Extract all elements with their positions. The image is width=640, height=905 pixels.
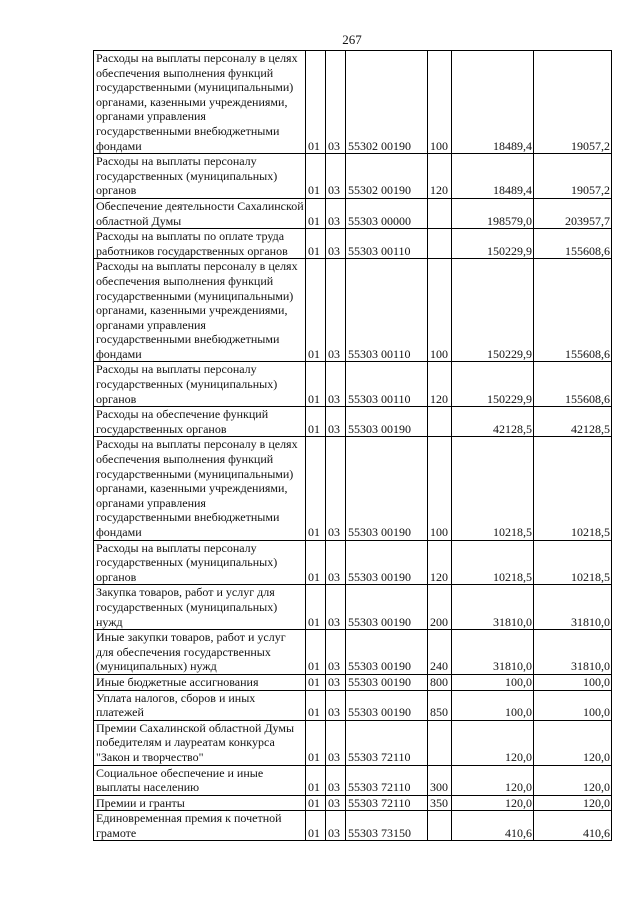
table-row [94,540,612,585]
amount-year-1: 150229,9 [452,362,534,407]
subsection-code: 03 [326,765,346,795]
amount-year-2: 42128,5 [534,407,612,437]
table-row [94,630,612,675]
amount-year-1: 10218,5 [452,540,534,585]
subsection-code: 03 [326,198,346,228]
table-row [94,585,612,630]
expense-type-code: 200 [428,585,452,630]
target-article-code: 55303 72110 [346,765,428,795]
expense-type-code: 120 [428,154,452,199]
section-code: 01 [306,154,326,199]
amount-year-2: 120,0 [534,720,612,765]
amount-year-1: 150229,9 [452,229,534,259]
row-name: Единовременная премия к почетной грамоте [94,811,306,841]
table-row [94,51,612,154]
amount-year-2: 120,0 [534,765,612,795]
amount-year-2: 410,6 [534,811,612,841]
amount-year-1: 31810,0 [452,630,534,675]
subsection-code: 03 [326,630,346,675]
amount-year-1: 42128,5 [452,407,534,437]
target-article-code: 55303 00110 [346,362,428,407]
target-article-code: 55303 00000 [346,198,428,228]
amount-year-1: 18489,4 [452,154,534,199]
amount-year-2: 203957,7 [534,198,612,228]
table-row [94,690,612,720]
amount-year-1: 410,6 [452,811,534,841]
row-name: Закупка товаров, работ и услуг для государственных (муниципальных) нужд [94,585,306,630]
table-row [94,229,612,259]
target-article-code: 55303 00190 [346,690,428,720]
expense-type-code: 850 [428,690,452,720]
subsection-code: 03 [326,795,346,811]
amount-year-2: 100,0 [534,690,612,720]
target-article-code: 55303 72110 [346,795,428,811]
target-article-code: 55303 00190 [346,437,428,540]
amount-year-1: 198579,0 [452,198,534,228]
amount-year-1: 100,0 [452,674,534,690]
amount-year-1: 31810,0 [452,585,534,630]
subsection-code: 03 [326,585,346,630]
row-name: Иные бюджетные ассигнования [94,674,306,690]
expense-type-code: 100 [428,51,452,154]
expense-type-code: 300 [428,765,452,795]
section-code: 01 [306,674,326,690]
subsection-code: 03 [326,720,346,765]
expense-type-code: 240 [428,630,452,675]
section-code: 01 [306,540,326,585]
table-row [94,154,612,199]
amount-year-2: 155608,6 [534,362,612,407]
table-row [94,198,612,228]
expense-type-code: 120 [428,362,452,407]
row-name: Расходы на выплаты персоналу государственных (муниципальных) органов [94,362,306,407]
amount-year-1: 120,0 [452,795,534,811]
section-code: 01 [306,795,326,811]
target-article-code: 55303 00190 [346,674,428,690]
amount-year-2: 120,0 [534,795,612,811]
target-article-code: 55303 72110 [346,720,428,765]
row-name: Премии и гранты [94,795,306,811]
target-article-code: 55302 00190 [346,154,428,199]
row-name: Иные закупки товаров, работ и услуг для обеспечения государственных (муниципальных) нужд [94,630,306,675]
amount-year-2: 155608,6 [534,229,612,259]
expense-type-code [428,720,452,765]
target-article-code: 55303 00190 [346,540,428,585]
expense-type-code: 800 [428,674,452,690]
section-code: 01 [306,259,326,362]
section-code: 01 [306,720,326,765]
expense-type-code [428,229,452,259]
target-article-code: 55303 73150 [346,811,428,841]
row-name: Расходы на выплаты персоналу в целях обеспечения выполнения функций государственными (муниципальными) органами, казенными учреждениями, органами управления государственными внебюджетными фондами [94,51,306,154]
expense-type-code [428,407,452,437]
section-code: 01 [306,811,326,841]
expense-type-code: 100 [428,437,452,540]
row-name: Социальное обеспечение и иные выплаты населению [94,765,306,795]
subsection-code: 03 [326,437,346,540]
expense-type-code [428,198,452,228]
amount-year-1: 150229,9 [452,259,534,362]
amount-year-2: 31810,0 [534,630,612,675]
row-name: Премии Сахалинской областной Думы победителям и лауреатам конкурса "Закон и творчество" [94,720,306,765]
subsection-code: 03 [326,540,346,585]
table-row [94,362,612,407]
subsection-code: 03 [326,407,346,437]
page-number: 267 [342,32,362,47]
target-article-code: 55303 00190 [346,585,428,630]
row-name: Расходы на выплаты персоналу государственных (муниципальных) органов [94,154,306,199]
amount-year-2: 100,0 [534,674,612,690]
subsection-code: 03 [326,259,346,362]
table-row [94,765,612,795]
target-article-code: 55303 00110 [346,229,428,259]
expense-type-code [428,811,452,841]
budget-table [93,50,612,841]
table-row [94,811,612,841]
target-article-code: 55303 00190 [346,630,428,675]
target-article-code: 55302 00190 [346,51,428,154]
row-name: Расходы на выплаты по оплате труда работников государственных органов [94,229,306,259]
amount-year-1: 120,0 [452,720,534,765]
amount-year-2: 10218,5 [534,540,612,585]
section-code: 01 [306,229,326,259]
amount-year-1: 18489,4 [452,51,534,154]
amount-year-1: 120,0 [452,765,534,795]
subsection-code: 03 [326,811,346,841]
target-article-code: 55303 00110 [346,259,428,362]
row-name: Расходы на выплаты персоналу в целях обеспечения выполнения функций государственными (муниципальными) органами, казенными учреждениями, органами управления государственными внебюджетными фондами [94,259,306,362]
table-row [94,259,612,362]
subsection-code: 03 [326,229,346,259]
table-row [94,674,612,690]
amount-year-2: 19057,2 [534,51,612,154]
amount-year-1: 100,0 [452,690,534,720]
expense-type-code: 100 [428,259,452,362]
section-code: 01 [306,198,326,228]
section-code: 01 [306,407,326,437]
row-name: Расходы на выплаты персоналу государственных (муниципальных) органов [94,540,306,585]
section-code: 01 [306,765,326,795]
section-code: 01 [306,51,326,154]
section-code: 01 [306,362,326,407]
row-name: Расходы на обеспечение функций государственных органов [94,407,306,437]
row-name: Уплата налогов, сборов и иных платежей [94,690,306,720]
section-code: 01 [306,630,326,675]
expense-type-code: 350 [428,795,452,811]
subsection-code: 03 [326,690,346,720]
table-row [94,795,612,811]
row-name: Расходы на выплаты персоналу в целях обеспечения выполнения функций государственными (муниципальными) органами, казенными учреждениями, органами управления государственными внебюджетными фондами [94,437,306,540]
table-row [94,437,612,540]
budget-table-body [94,51,612,841]
amount-year-2: 155608,6 [534,259,612,362]
amount-year-2: 10218,5 [534,437,612,540]
target-article-code: 55303 00190 [346,407,428,437]
section-code: 01 [306,437,326,540]
table-row [94,720,612,765]
section-code: 01 [306,690,326,720]
amount-year-2: 19057,2 [534,154,612,199]
row-name: Обеспечение деятельности Сахалинской областной Думы [94,198,306,228]
subsection-code: 03 [326,674,346,690]
subsection-code: 03 [326,362,346,407]
amount-year-2: 31810,0 [534,585,612,630]
expense-type-code: 120 [428,540,452,585]
subsection-code: 03 [326,51,346,154]
section-code: 01 [306,585,326,630]
table-row [94,407,612,437]
subsection-code: 03 [326,154,346,199]
amount-year-1: 10218,5 [452,437,534,540]
